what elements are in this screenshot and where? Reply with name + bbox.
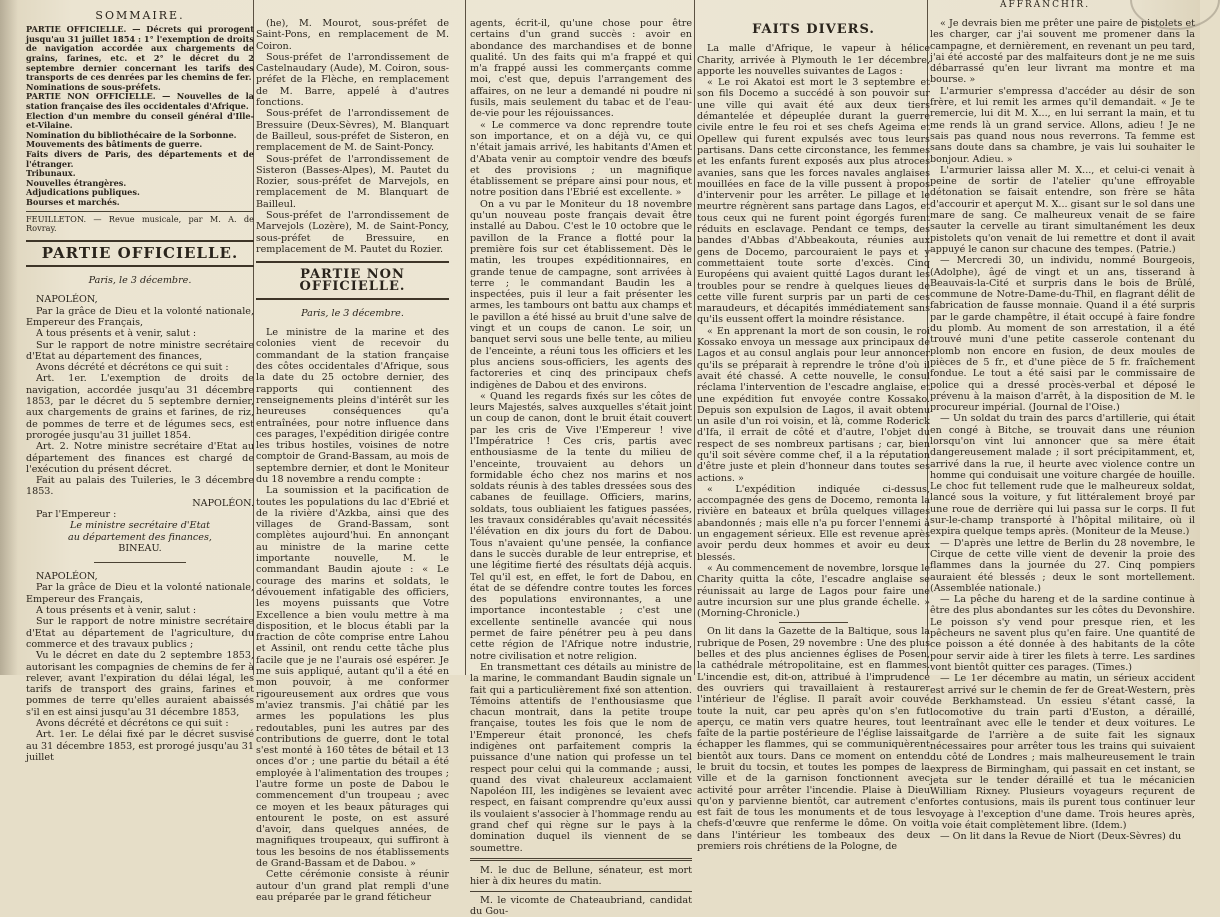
sommaire-item: Faits divers de Paris, des départements et de l'étranger. (26, 149, 254, 169)
decree-paragraph: Par la grâce de Dieu et la volonté nationale, Empereur des Français, (26, 305, 254, 328)
column-3 (470, 0, 692, 917)
article-paragraph: Cette cérémonie consiste à réunir autour d'un grand plat rempli d'une eau préparée par le grand féticheur (256, 869, 449, 903)
article-paragraph: « Quand les regards fixés sur les côtes de leurs Majestés, salves auxquelles s'était joint un coup de canon, dont le bruit était couvert par les cris de Vive l'Empereur ! vive l'Impératrice ! Ces cris, partis avec enthousiasme de la tente du milieu de l'enceinte, trouvaient au dehors un formidable écho chez nos marins et nos soldats réunis à des tables dressées sous des cabanes de feuillage. Officiers, marins, soldats, tous oubliaient les fatigues passées, les travaux considérables qu'avait nécessités l'élévation en dix jours du fort de Dabou. Tous n'avaient qu'une pensée, la confiance dans le succès durable de leur entreprise, et une légitime fierté des résultats déjà acquis. Tel qu'il est, en effet, le fort de Dabou, en état de se défendre contre toutes les forces des populations environnantes, a une importance incontestable ; c'est une excellente sentinelle avancée qui nous permet de faire pénétrer peu à peu dans cette région de l'Afrique notre industrie, notre civilisation et notre religion. (470, 390, 692, 662)
article-paragraph: « Au commencement de novembre, lorsque le Charity quitta la côte, l'escadre anglaise se réunissait au large de Lagos pour faire une autre incursion sur une plus grande échelle. » (Morning-Chronicle.) (697, 562, 930, 620)
article-paragraph: « Le roi Akatoi est mort le 3 septembre et son fils Docemo a succédé à son pouvoir sur une ville qui avait été aux deux tiers démantelée et dépeuplée durant la guerre civile entre le feu roi et ses chefs Ageima et Opellew qui furent expulsés avec tous leurs partisans. Dans cette circonstance, les femmes et les enfants furent exposés aux plus atroces avanies, sans que les forces navales anglaises mouillées en face de la ville pussent à propos d'intervenir pour les arrêter. Le pillage et le meurtre régnèrent sans partage dans Lagos, et tous ceux qui ne furent point égorgés furent réduits en esclavage. Pendant ce temps, des bandes d'Abbas d'Abbeakouta, réunies aux gens de Docemo, parcouraient le pays et y commettaient toute sorte d'excès. Cinq Européens qui avaient quitté Lagos durant les troubles pour se rendre à quelques lieues de cette ville furent surpris par un parti de ces maraudeurs, et décapités immédiatement sans qu'ils eussent offert la moindre résistance. (697, 77, 930, 326)
sommaire-item: Bourses et marchés. (26, 196, 120, 207)
nomination-paragraph: Sous-préfet de l'arrondissement de Castelnaudary (Aude), M. Coiron, sous-préfet de la Flèche, en remplacement de M. Barre, appelé à d'autres fonctions. (256, 51, 449, 109)
divider (779, 622, 849, 623)
sommaire-item: Nomination du bibliothécaire de la Sorbonne. (26, 129, 237, 140)
decree-paragraph: A tous présents et à venir, salut : (36, 605, 197, 617)
divider (470, 891, 692, 892)
column-1 (26, 0, 254, 763)
decree-paragraph: Fait au palais des Tuileries, le 3 décembre 1853. (26, 475, 254, 498)
decree-paragraph: Art. 1er. Le délai fixé par le décret susvisé au 31 décembre 1853, est prorogé jusqu'au 31 juillet (26, 729, 254, 763)
article-paragraph: L'armurier s'empressa d'accéder au désir de son frère, et lui remit les armes qu'il demandait. « Je te remercie, lui dit M. X..., en lui serrant la main, et tu me rends là un grand service. Allons, adieu ! Je ne sais pas quand nous nous reverrons. Ta femme est sans doute dans sa chambre, je vais lui souhaiter le bonjour. Adieu. » (930, 85, 1195, 165)
faits-divers-title: FAITS DIVERS. (752, 22, 875, 37)
decree-paragraph: A tous présents et à venir, salut : (36, 328, 197, 340)
affranchir-header: AFFRANCHIR. (1000, 0, 1091, 10)
nomination-paragraph: Sous-préfet de l'arrondissement de Bressuire (Deux-Sèvres), M. Blanquart de Bailleul, sous-préfet de Sisteron, en remplacement de M. de Saint-Poncy. (256, 108, 449, 154)
news-paragraph: M. le duc de Bellune, sénateur, est mort hier à dix heures du matin. (470, 864, 692, 888)
signature: NAPOLÉON. (192, 497, 254, 509)
partie-non-officielle-title: PARTIE NON OFFICIELLE. (256, 261, 449, 300)
column-4 (697, 0, 930, 853)
sommaire-item: Tribunaux. (26, 168, 76, 179)
news-paragraph: M. le vicomte de Chateaubriand, candidat du Gou- (470, 894, 692, 917)
article-paragraph: « En apprenant la mort de son cousin, le roi Kossako envoya un message aux principaux de Lagos et au consul anglais pour leur annoncer qu'ils se préparait à reprendre le trône d'où il avait été chassé. A cette nouvelle, le consul réclama l'intervention de l'escadre anglaise, et une expédition fut envoyée contre Kossako. Depuis son expulsion de Lagos, il avait obtenu un asile d'un roi voisin, et là, comme Roderick d'Ifa, il errait de côté et d'autre, l'objet du respect de ses nombreux partisans ; car, bien qu'il soit sévère comme chef, il a la réputation d'être juste et plein d'honneur dans toutes ses actions. » (697, 325, 930, 484)
sommaire-item: Adjudications publiques. (26, 187, 140, 198)
article-paragraph: « Je devrais bien me prêter une paire de pistolets et les charger, car j'ai souvent me promener dans la campagne, et dernièrement, en revenant un peu tard, j'ai été accosté par des malfaiteurs dont je ne me suis débarrassé qu'en leur livrant ma montre et ma bourse. » (930, 18, 1195, 86)
column-rule (694, 0, 695, 675)
sommaire-item: PARTIE NON OFFICIELLE. — Nouvelles de la station française des îles occidentales d'Afrique. (26, 91, 254, 112)
nomination-paragraph: (he), M. Mourot, sous-préfet de Saint-Pons, en remplacement de M. Coiron. (256, 18, 449, 52)
sommaire-item: PARTIE OFFICIELLE. — Décrets qui prorogent jusqu'au 31 juillet 1854 : 1° l'exemption de droits de navigation accordée aux chargements de grains, farines, etc. et 2° le décret du 2 septembre dernier concernant les tarifs des transports de ces denrées par les chemins de fer. (26, 24, 254, 83)
article-paragraph: La soumission et la pacification de toutes les populations du lac d'Ebrié et de la rivière d'Azkba, ainsi que des villages de Grand-Bassam, sont complètes aujourd'hui. En annonçant au ministre de la marine cette importante nouvelle, M. le commandant Baudin ajoute : « Le courage des marins et soldats, le dévouement infatigable des officiers, les moyens puissants que Votre Excellence a bien voulu mettre à ma disposition, et le blocus établi par la fraction de côte comprise entre Lahou et Assinil, ont rendu cette tâche plus facile que je ne l'aurais osé espérer. Je me suis appliqué, autant qu'il a été en mon pouvoir, à me conformer rigoureusement aux ordres que vous m'aviez transmis. J'ai châtié par les armes les populations les plus redoutables, puni les autres par des contributions de guerre, dont le total s'est monté à 160 têtes de bétail et 13 onces d'or ; une partie du bétail a été employée à l'alimentation des troupes ; l'autre forme un poste de Dabou le commencement d'un troupeau ; avec ce moyen et les beaux pâturages qui entourent le poste, on est assuré d'avoir, dans quelques années, de magnifiques troupeaux, qui suffiront à tous les besoins de nos établissements de Grand-Bassam et de Dabou. » (256, 485, 449, 870)
sommaire-list (26, 25, 254, 233)
article-paragraph: L'armurier laissa aller M. X..., et celui-ci venait à peine de sortir de l'atelier qu'une effroyable détonation se faisait entendre, son frère se hâta d'accourir et aperçut M. X... gisant sur le sol dans une mare de sang. Ce malheureux venait de se faire sauter la cervelle au tirant simultanément les deux pistolets qu'on venait de lui remettre et dont il avait appuyé le canon sur chacune des tempes. (Patrie.) (930, 164, 1195, 255)
article-paragraph: La malle d'Afrique, le vapeur à hélice Charity, arrivée à Plymouth le 1er décembre, apporte les nouvelles suivantes de Lagos : (697, 43, 930, 77)
divider (94, 562, 185, 563)
decree-paragraph: Par la grâce de Dieu et la volonté nationale, Empereur des Français, (26, 582, 254, 605)
sommaire-item: Mouvements des bâtiments de guerre. (26, 139, 203, 150)
ministre-name: BINEAU. (118, 542, 162, 554)
article-paragraph: On a vu par le Moniteur du 18 novembre qu'un nouveau poste français devait être installé au Dabou. C'est le 10 octobre que le pavillon de la France a flotté pour la première fois sur cet établissement. Dès le matin, les troupes expéditionnaires, en grande tenue de campagne, sont arrivées à terre ; le commandant Baudin les a inspectées, puis il leur a fait présenter les armes, les tambours ont battu aux champs et le pavillon a été hissé au bruit d'une salve de vingt et un coups de canon. Le soir, un banquet servi sous une belle tente, au milieu de l'enceinte, a réuni tous les officiers et les plus anciens sous-officiers, les agents des factoreries et cinq des principaux chefs indigènes de Dabou et des environs. (470, 198, 692, 391)
decree-paragraph: Sur le rapport de notre ministre secrétaire d'Etat au département de l'agriculture, du commerce et des travaux publics ; (26, 616, 254, 650)
dateline: Paris, le 3 décembre. (301, 307, 404, 319)
par-empereur: Par l'Empereur : (36, 509, 117, 520)
decree-paragraph: Avons décrété et décrétons ce qui suit : (36, 718, 229, 730)
decree-paragraph: Sur le rapport de notre ministre secrétaire d'Etat au département des finances, (26, 339, 254, 362)
decree-paragraph: NAPOLÉON, (36, 294, 98, 306)
article-paragraph: — Un soldat du train des parcs d'artillerie, qui était en congé à Bitche, se trouvait dans une réunion lorsqu'on vint lui annoncer que sa mère était dangereusement malade ; il sort précipitamment, et, arrivé dans la rue, il heurte avec violence contre un homme qui conduisait une voiture chargée de houille. Le choc fut tellement rude que le malheureux soldat, lancé sous la voiture, y fut littéralement broyé par une roue de derrière qui lui passa sur le corps. Il fut sur-le-champ transporté à l'hôpital militaire, où il expira quelque temps après. (Moniteur de la Meuse.) (930, 413, 1195, 538)
article-paragraph: — Mercredi 30, un individu, nommé Bourgeois, (Adolphe), âgé de vingt et un ans, tisserand à Beauvais-la-Cité et surpris dans le bois de Brûlé, commune de Notre-Dame-du-Thil, en flagrant délit de fabrication de fausse monnaie. Quand il a été surpris par le garde champêtre, il était occupé à faire fondre du plomb. Au moment de son arrestation, il a été trouvé muni d'une petite casserole contenant du plomb non encore en fusion, de deux moules de pièces de 5 fr., et d'une pièce de 5 fr. fraîchement fondue. Le tout a été saisi par le commissaire de police qui a dressé procès-verbal et déposé le prévenu à la maison d'arrêt, à la disposition de M. le procureur impérial. (Journal de l'Oise.) (930, 255, 1195, 414)
divider (26, 211, 254, 212)
sommaire-item: Election d'un membre du conseil général d'Ille-et-Vilaine. (26, 110, 254, 131)
nomination-paragraph: Sous-préfet de l'arrondissement de Marvejols (Lozère), M. de Saint-Poncy, sous-préfet de Bressuire, en remplacement de M. Pautet du Rozier. (256, 210, 449, 255)
ministre-title: Le ministre secrétaire d'Etat (69, 520, 210, 532)
divider (470, 858, 692, 861)
sommaire-title: SOMMAIRE. (95, 9, 185, 22)
decree-paragraph: Vu le décret en date du 2 septembre 1853, autorisant les compagnies de chemins de fer à relever, avant l'expiration du délai légal, les tarifs de transport des grains, farines et pommes de terre qu'elles auraient abaissés s'il en est ainsi jusqu'au 31 décembre 1853, (26, 650, 254, 718)
column-5 (930, 0, 1195, 843)
article-paragraph: agents, écrit-il, qu'une chose pour être certains d'un grand succès : avoir en abondance des marchandises et de bonne qualité. Un des faits qui m'a frappé et qui m'a frappé aussi les commerçants comme moi, c'est que, depuis l'arrangement des affaires, on ne leur a demandé ni poudre ni fusils, mais seulement du tabac et de l'eau-de-vie pour les réjouissances. (470, 18, 692, 120)
article-paragraph: — La pêche du hareng et de la sardine continue à être des plus abondantes sur les côtes du Devonshire. Le poisson s'y vend pour presque rien, et les pêcheurs ne savent plus qu'en faire. Une quantité de ce poisson a été donnée à des habitants de la côte pour servir aide à tirer les filets à terre. Les sardines vont bientôt quitter ces parages. (Times.) (930, 594, 1195, 673)
partie-officielle-title: PARTIE OFFICIELLE. (26, 240, 254, 267)
article-paragraph: — Le 1er décembre au matin, un sérieux accident est arrivé sur le chemin de fer de Great-Western, près de Berkhamstead. Un essieu s'étant cassé, la locomotive du train parti d'Euston, a déraillé, entraînant avec elle le tender et deux voitures. Le garde de l'arrière a de suite fait les signaux nécessaires pour arrêter tous les trains qui suivaient du côté de Londres ; mais malheureusement le train express de Birmingham, qui passait en cet instant, se jeta sur le tender déraillé et tua le mécanicien William Rixney. Plusieurs voyageurs reçurent de fortes contusions, mais ils purent tous continuer leur voyage à l'exception d'une dame. Trois heures après, la voie était complètement libre. (Idem.) (930, 673, 1195, 832)
decree-paragraph: NAPOLÉON, (36, 571, 98, 583)
ministre-title: au département des finances, (68, 531, 212, 543)
decree-paragraph: Art. 2. Notre ministre secrétaire d'Etat au département des finances est chargé de l'exécution du présent décret. (26, 441, 254, 475)
nomination-paragraph: Sous-préfet de l'arrondissement de Sisteron (Basses-Alpes), M. Pautet du Rozier, sous-préfet de Marvejols, en remplacement de M. Blanquart de Bailleul. (256, 153, 449, 210)
sommaire-item: Nouvelles étrangères. (26, 177, 127, 188)
article-paragraph: « Le commerce va donc reprendre toute son importance, et on a déjà vu, ce qui n'était jamais arrivé, les habitants d'Amen et d'Abata venir au comptoir vendre des bœufs et des provisions ; un magnifique établissement se prépare ainsi pour nous, et notre position dans l'Ebrié est excellente. » (470, 119, 692, 199)
sommaire-item: Nominations de sous-préfets. (26, 81, 161, 92)
column-2 (256, 0, 449, 903)
article-paragraph: Le ministre de la marine et des colonies vient de recevoir du commandant de la station française des côtes occidentales d'Afrique, sous la date du 25 octobre dernier, des rapports qui contiennent des renseignements pleins d'intérêt sur les heureuses conséquences qu'a entraînées, pour notre influence dans ces parages, l'expédition dirigée contre les tribus hostiles, voisines de notre comptoir de Grand-Bassam, au mois de septembre dernier, et dont le Moniteur du 18 novembre a rendu compte : (256, 327, 449, 485)
column-rule (465, 0, 466, 675)
dateline: Paris, le 3 décembre. (88, 275, 192, 287)
article-paragraph: On lit dans la Gazette de la Baltique, sous la rubrique de Posen, 29 novembre : Une des plus belles et des plus anciennes églises de Posen, la cathédrale métropolitaine, est en flammes. L'incendie est, dit-on, attribué à l'imprudence des ouvriers qui travaillaient à restaurer l'intérieur de l'église. Il paraît avoir couvé toute la nuit, car peu après qu'on s'en fut aperçu, ce matin vers quatre heures, tout le faîte de la partie postérieure de l'église laissait échapper les flammes, qui se communiquèrent bientôt aux tours. Dans ce moment on entend le bruit du tocsin, et toutes les pompes de la ville et de la garnison fonctionnent avec activité pour arrêter l'incendie. Plaise à Dieu qu'on y parvienne bientôt, car autrement c'en est fait de tous les monuments et de tous les chefs-d'œuvre que renferme le dôme. On voit dans l'intérieur les tombeaux des deux premiers rois chrétiens de la Pologne, de (697, 626, 930, 853)
page-shadow (0, 0, 18, 675)
article-paragraph: — D'après une lettre de Berlin du 28 novembre, le Cirque de cette ville vient de devenir la proie des flammes dans la journée du 27. Cinq pompiers auraient été blessés ; deux le sont mortellement. (Assemblée nationale.) (930, 537, 1195, 594)
article-paragraph: En transmettant ces détails au ministre de la marine, le commandant Baudin signale un fait qui a particulièrement fixé son attention. Témoins attentifs de l'enthousiasme que chacun montrait, dans la petite troupe française, toutes les fois que le nom de l'Empereur était prononcé, les chefs indigènes ont parfaitement compris la puissance d'une nation qui professe un tel respect pour celui qui la commande ; aussi, quand des vivat chaleureux acclamaient Napoléon III, les indigènes se levaient avec respect, en faisant comprendre qu'eux aussi ils voulaient s'associer à l'hommage rendu au grand chef qui règne sur le pays à la domination duquel ils viennent de se soumettre. (470, 661, 692, 854)
article-paragraph: — On lit dans la Revue de Niort (Deux-Sèvres) du (940, 831, 1182, 843)
decree-paragraph: Art. 1er. L'exemption de droits de navigation, accordée jusqu'au 31 décembre 1853, par le décret du 5 septembre dernier, aux chargements de grains et farines, de riz, de pommes de terre et de légumes secs, est prorogée jusqu'au 31 juillet 1854. (26, 373, 254, 441)
sommaire-item: FEUILLETON. — Revue musicale, par M. A. de Rovray. (26, 213, 254, 234)
decree-paragraph: Avons décrété et décrétons ce qui suit : (36, 362, 229, 374)
article-paragraph: « L'expédition indiquée ci-dessus, accompagnée des gens de Docemo, remonta la rivière en bateaux et brûla quelques villages abandonnés ; mais elle n'a pu forcer l'ennemi à un engagement sérieux. Elle est revenue après avoir perdu deux hommes et avoir eu deux blessés. (697, 483, 930, 563)
